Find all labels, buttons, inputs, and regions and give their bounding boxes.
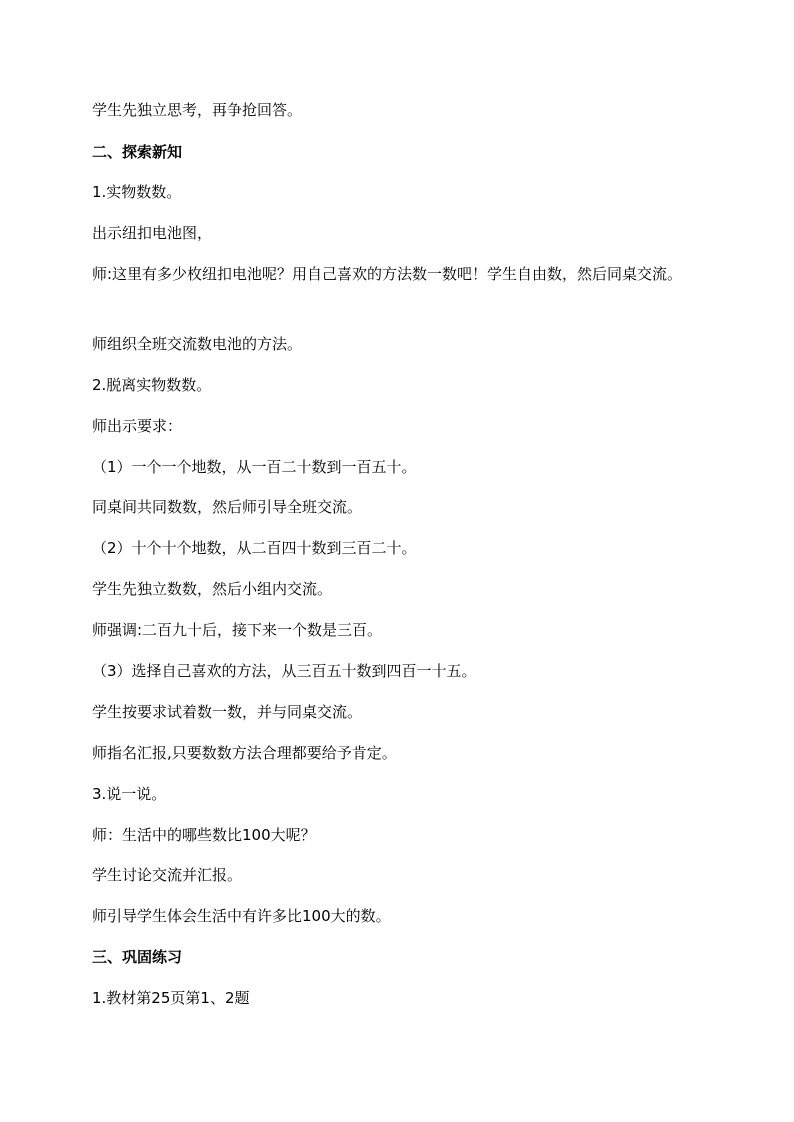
paragraph: （2）十个十个地数，从二百四十数到三百二十。: [92, 539, 417, 557]
paragraph: 师出示要求：: [92, 417, 183, 435]
paragraph: 学生先独立思考，再争抢回答。: [92, 101, 303, 119]
paragraph: 师强调:二百九十后，接下来一个数是三百。: [92, 621, 383, 639]
paragraph: 1.教材第25页第1、2题: [92, 989, 250, 1007]
paragraph: 学生按要求试着数一数，并与同桌交流。: [92, 703, 363, 721]
paragraph: （1）一个一个地数，从一百二十数到一百五十。: [92, 458, 417, 476]
paragraph: 师：生活中的哪些数比100大呢？: [92, 826, 316, 844]
paragraph: 学生讨论交流并汇报。: [92, 866, 243, 884]
paragraph: 2.脱离实物数数。: [92, 376, 212, 394]
paragraph: 出示纽扣电池图，: [92, 224, 213, 242]
paragraph: 同桌间共同数数，然后师引导全班交流。: [92, 498, 363, 516]
paragraph: （3）选择自己喜欢的方法，从三百五十数到四百一十五。: [92, 662, 477, 680]
paragraph: 师引导学生体会生活中有许多比100大的数。: [92, 907, 391, 925]
paragraph: 3.说一说。: [92, 785, 167, 803]
paragraph: 师组织全班交流数电池的方法。: [92, 335, 303, 353]
paragraph: 1.实物数数。: [92, 183, 182, 201]
paragraph: 师:这里有多少枚纽扣电池呢？用自己喜欢的方法数一数吧！学生自由数，然后同桌交流。: [92, 265, 683, 283]
section-heading: 三、巩固练习: [92, 948, 183, 966]
paragraph: 师指名汇报,只要数数方法合理都要给予肯定。: [92, 744, 397, 762]
section-heading: 二、探索新知: [92, 143, 183, 161]
paragraph: 学生先独立数数，然后小组内交流。: [92, 580, 333, 598]
